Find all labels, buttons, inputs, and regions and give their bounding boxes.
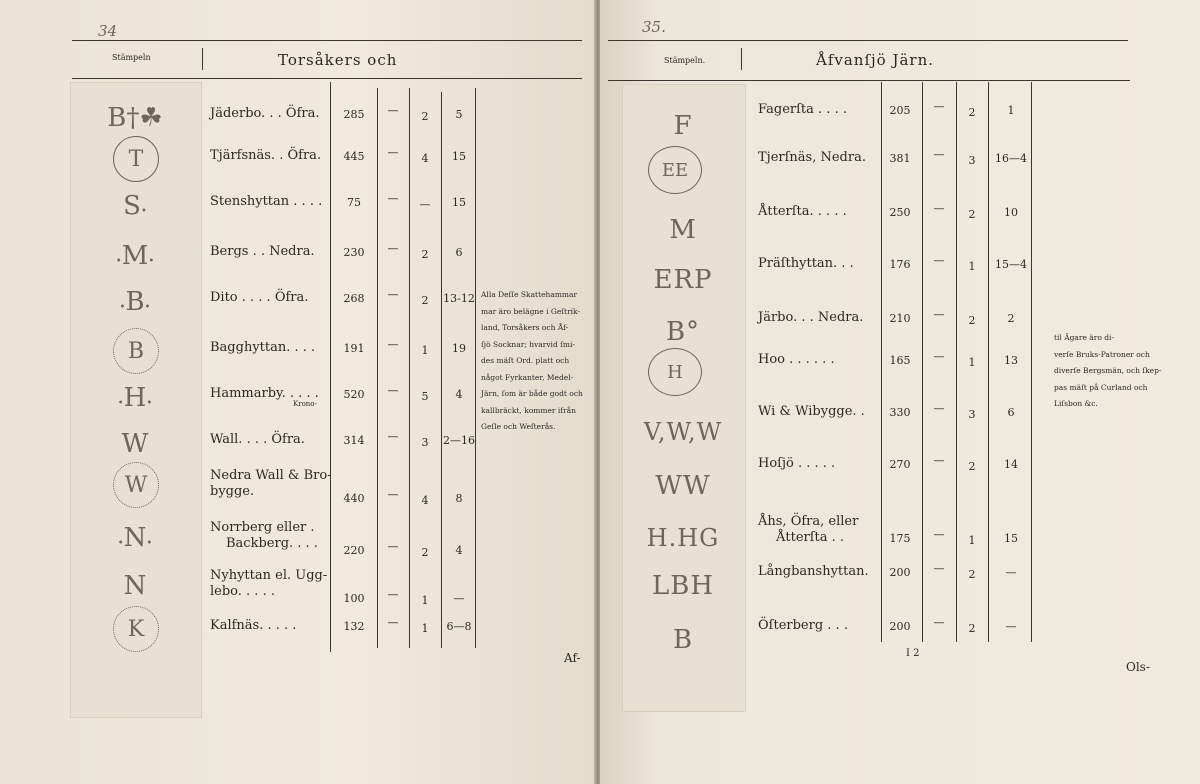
left-top-rule: [72, 40, 582, 41]
right-stamp-header: Stämpeln.: [664, 56, 706, 65]
place-name: Bagghyttan. . . .: [210, 340, 316, 355]
value-cell: 250: [889, 206, 911, 219]
right-page: [600, 0, 1200, 784]
value-cell: 6—8: [446, 620, 472, 633]
value-cell: —: [387, 430, 399, 443]
stamp-letter: H: [123, 383, 147, 413]
value-cell: 14: [1004, 458, 1018, 471]
value-cell: 2: [968, 314, 976, 327]
value-cell: —: [933, 528, 945, 541]
note-line: til Ägare äro di-: [1054, 333, 1114, 342]
stamp-letter: B°: [665, 317, 701, 347]
stamp-mark: [100, 518, 170, 558]
value-cell: 100: [343, 592, 365, 605]
value-cell: 2: [968, 622, 976, 635]
value-cell: 6: [1007, 406, 1015, 419]
value-cell: 2: [1007, 312, 1015, 325]
value-cell: —: [387, 384, 399, 397]
value-cell: 268: [343, 292, 365, 305]
value-cell: 1: [1007, 104, 1015, 117]
stamp-mark: [648, 348, 702, 396]
note-line: verſe Bruks-Patroner och: [1054, 349, 1150, 359]
value-cell: 440: [343, 492, 365, 505]
stamp-letter: EE: [661, 159, 689, 181]
value-cell: 4: [455, 388, 463, 401]
value-cell: —: [933, 308, 945, 321]
right-page-number: 35.: [642, 18, 666, 36]
stamp-letter: W: [124, 472, 148, 498]
note-line: Geſle och Weſterås.: [481, 422, 556, 431]
stamp-dot: •: [119, 302, 126, 313]
place-name: Långbanshyttan.: [758, 564, 869, 579]
right-col-line: [988, 82, 989, 642]
stamp-letter: K: [127, 616, 145, 642]
stamp-letter: M: [121, 241, 149, 271]
stamp-letter: S: [123, 191, 141, 221]
note-line: des mäſt Ord. platt och: [481, 356, 570, 365]
left-col-line: [475, 88, 476, 648]
value-cell: 176: [889, 258, 911, 271]
stamp-mark: [113, 606, 159, 652]
value-cell: 210: [889, 312, 911, 325]
stamp-mark: [624, 622, 742, 658]
value-cell: 230: [343, 246, 365, 259]
value-cell: 4: [455, 544, 463, 557]
note-line: ſjö Socknar; hvarvid ſmi-: [481, 339, 575, 349]
place-subtext: lebo. . . . .: [210, 584, 275, 599]
place-name: Präſthyttan. . .: [758, 256, 854, 271]
stamp-dot: •: [146, 398, 153, 409]
place-name: Öſterberg . . .: [758, 618, 848, 633]
note-line: Liſsbon &c.: [1054, 399, 1098, 408]
stamp-mark: [624, 314, 742, 350]
value-cell: 6: [455, 246, 463, 259]
stamp-mark: [624, 108, 742, 144]
stamp-letter: W: [121, 429, 149, 459]
value-cell: 270: [889, 458, 911, 471]
left-page-number: 34: [98, 22, 118, 40]
value-cell: 4: [421, 152, 429, 165]
place-name: Kalfnäs. . . . .: [210, 618, 297, 633]
value-cell: —: [933, 100, 945, 113]
stamp-letter: N: [123, 571, 147, 601]
value-cell: —: [387, 146, 399, 159]
value-cell: 15: [1004, 532, 1018, 545]
value-cell: —: [387, 616, 399, 629]
place-name: Wi & Wibygge. .: [758, 404, 865, 419]
stamp-mark: [100, 378, 170, 418]
value-cell: —: [387, 338, 399, 351]
stamp-mark: [100, 424, 170, 464]
left-col-line: [377, 88, 378, 648]
value-cell: 10: [1004, 206, 1018, 219]
place-name: Hammarby. . . . .: [210, 386, 319, 401]
stamp-mark: [113, 328, 159, 374]
place-subtext: bygge.: [210, 484, 255, 499]
place-name: Nyhyttan el. Ugg-: [210, 568, 328, 583]
value-cell: 285: [343, 108, 365, 121]
value-cell: —: [933, 148, 945, 161]
stamp-mark: [100, 566, 170, 606]
left-page: [0, 0, 596, 784]
stamp-letter: B: [125, 287, 145, 317]
left-stamp-header: Stämpeln: [112, 53, 151, 62]
place-name: Wall. . . . Öfra.: [210, 432, 305, 447]
place-name: Järbo. . . Nedra.: [758, 310, 864, 325]
value-cell: 165: [889, 354, 911, 367]
value-cell: —: [453, 592, 465, 605]
place-name: Tjärfsnäs. . Öfra.: [210, 148, 322, 163]
value-cell: —: [1005, 620, 1017, 633]
place-name: Norrberg eller .: [210, 520, 315, 535]
value-cell: 2: [968, 106, 976, 119]
left-title: Torsåkers och: [278, 51, 398, 69]
value-cell: 15—4: [995, 258, 1027, 271]
value-cell: 520: [343, 388, 365, 401]
stamp-mark: [100, 282, 170, 322]
value-cell: —: [933, 254, 945, 267]
right-col-line: [922, 82, 923, 642]
stamp-dot: •: [117, 398, 124, 409]
stamp-mark: [624, 468, 742, 504]
value-cell: —: [387, 242, 399, 255]
value-cell: 3: [421, 436, 429, 449]
place-name: Åtterſta. . . . .: [758, 204, 847, 219]
right-top-rule: [608, 40, 1128, 41]
right-col-line: [956, 82, 957, 642]
place-subtext: Krono-: [293, 400, 317, 408]
stamp-letter: T: [128, 146, 144, 172]
value-cell: 2: [968, 208, 976, 221]
value-cell: 132: [343, 620, 365, 633]
stamp-letter: M: [669, 215, 697, 245]
value-cell: —: [419, 198, 431, 211]
place-subtext: Åtterſta . .: [776, 530, 845, 545]
value-cell: 2: [968, 460, 976, 473]
stamp-letter: B: [672, 625, 694, 655]
value-cell: 191: [343, 342, 365, 355]
stamp-dot: •: [144, 302, 151, 313]
value-cell: —: [387, 540, 399, 553]
value-cell: 15: [452, 150, 466, 163]
value-cell: 2—16: [443, 434, 475, 447]
value-cell: 3: [968, 154, 976, 167]
note-line: land, Torsåkers och Åf-: [481, 323, 569, 332]
stamp-letter: H: [667, 361, 683, 383]
value-cell: 330: [889, 406, 911, 419]
place-name: Tjerſnäs, Nedra.: [758, 150, 866, 165]
place-name: Stenshyttan . . . .: [210, 194, 323, 209]
stamp-letter: LBH: [651, 571, 715, 601]
value-cell: —: [1005, 566, 1017, 579]
note-line: kallbräckt, kommer ifrån: [481, 405, 576, 415]
left-col-line: [330, 82, 331, 652]
left-header-rule: [72, 78, 582, 79]
value-cell: 4: [421, 494, 429, 507]
stamp-letter: WW: [655, 471, 711, 501]
stamp-dot: •: [148, 256, 155, 267]
stamp-dot: •: [115, 256, 122, 267]
value-cell: 175: [889, 532, 911, 545]
value-cell: —: [933, 562, 945, 575]
place-subtext: Backberg. . . .: [226, 536, 318, 551]
stamp-dot: •: [117, 538, 124, 549]
note-line: något Fyrkanter, Medel-: [481, 372, 574, 382]
stamp-mark: [624, 262, 742, 298]
place-name: Hoſjö . . . . .: [758, 456, 836, 471]
value-cell: 200: [889, 566, 911, 579]
value-cell: 200: [889, 620, 911, 633]
stamp-dot: •: [146, 538, 153, 549]
right-col-line: [1031, 82, 1032, 642]
stamp-letter: B†☘: [107, 103, 163, 133]
value-cell: 2: [421, 294, 429, 307]
left-catchword: Af-: [564, 651, 581, 665]
place-name: Fagerſta . . . .: [758, 102, 847, 117]
value-cell: 1: [421, 594, 429, 607]
value-cell: 5: [421, 390, 429, 403]
value-cell: —: [387, 588, 399, 601]
stamp-letter: V,W,W: [643, 418, 723, 446]
value-cell: 15: [452, 196, 466, 209]
note-line: Alla Deſſe Skattehammar: [481, 290, 578, 299]
note-line: Järn, ſom är både godt och: [481, 389, 583, 398]
left-header-divider: [202, 48, 203, 70]
note-line: diverſe Bergsmän, och ſkep-: [1054, 366, 1162, 375]
value-cell: 2: [421, 248, 429, 261]
note-line: pas mäſt på Curland och: [1054, 382, 1148, 392]
value-cell: 13-12: [443, 292, 475, 305]
stamp-letter: ERP: [653, 265, 713, 295]
value-cell: 16—4: [995, 152, 1027, 165]
value-cell: 445: [343, 150, 365, 163]
value-cell: 75: [347, 196, 361, 209]
place-name: Åhs, Öfra, eller: [758, 514, 859, 529]
right-catchword: Ols-: [1126, 660, 1150, 674]
stamp-mark: [100, 98, 170, 138]
place-name: Bergs . . Nedra.: [210, 244, 315, 259]
value-cell: 3: [968, 408, 976, 421]
value-cell: —: [387, 104, 399, 117]
value-cell: —: [933, 454, 945, 467]
value-cell: —: [933, 616, 945, 629]
value-cell: 220: [343, 544, 365, 557]
value-cell: 1: [968, 356, 976, 369]
value-cell: 8: [455, 492, 463, 505]
value-cell: —: [933, 350, 945, 363]
value-cell: 1: [421, 344, 429, 357]
value-cell: 1: [968, 534, 976, 547]
value-cell: —: [933, 202, 945, 215]
stamp-mark: [624, 568, 742, 604]
stamp-letter: N: [123, 523, 147, 553]
stamp-letter: F: [673, 111, 693, 141]
stamp-mark: [624, 212, 742, 248]
value-cell: 381: [889, 152, 911, 165]
value-cell: 1: [421, 622, 429, 635]
value-cell: 205: [889, 104, 911, 117]
stamp-letter: B: [127, 338, 145, 364]
stamp-mark: [100, 236, 170, 276]
stamp-mark: [648, 146, 702, 194]
note-line: mar äro belägne i Geſtrik-: [481, 306, 581, 316]
left-col-line: [409, 88, 410, 648]
value-cell: 19: [452, 342, 466, 355]
left-col-line: [441, 92, 442, 648]
value-cell: —: [387, 288, 399, 301]
value-cell: 314: [343, 434, 365, 447]
stamp-mark: [100, 186, 170, 226]
place-name: Nedra Wall & Bro-: [210, 468, 332, 483]
right-signature: I 2: [906, 648, 920, 659]
place-name: Dito . . . . Öfra.: [210, 290, 309, 305]
value-cell: 2: [421, 110, 429, 123]
value-cell: 2: [968, 568, 976, 581]
value-cell: 1: [968, 260, 976, 273]
stamp-mark: [113, 462, 159, 508]
value-cell: —: [387, 488, 399, 501]
place-name: Hoo . . . . . .: [758, 352, 835, 367]
value-cell: —: [933, 402, 945, 415]
value-cell: 5: [455, 108, 463, 121]
value-cell: 13: [1004, 354, 1018, 367]
stamp-mark: [113, 136, 159, 182]
stamp-mark: [624, 520, 742, 556]
stamp-letter: H.HG: [646, 524, 720, 552]
right-header-rule: [608, 80, 1130, 81]
stamp-mark: [624, 414, 742, 450]
place-name: Jäderbo. . . Öfra.: [210, 106, 320, 121]
value-cell: —: [387, 192, 399, 205]
stamp-dot: •: [140, 206, 147, 217]
right-header-divider: [741, 48, 742, 70]
right-title: Åfvanſjö Järn.: [816, 51, 935, 69]
value-cell: 2: [421, 546, 429, 559]
